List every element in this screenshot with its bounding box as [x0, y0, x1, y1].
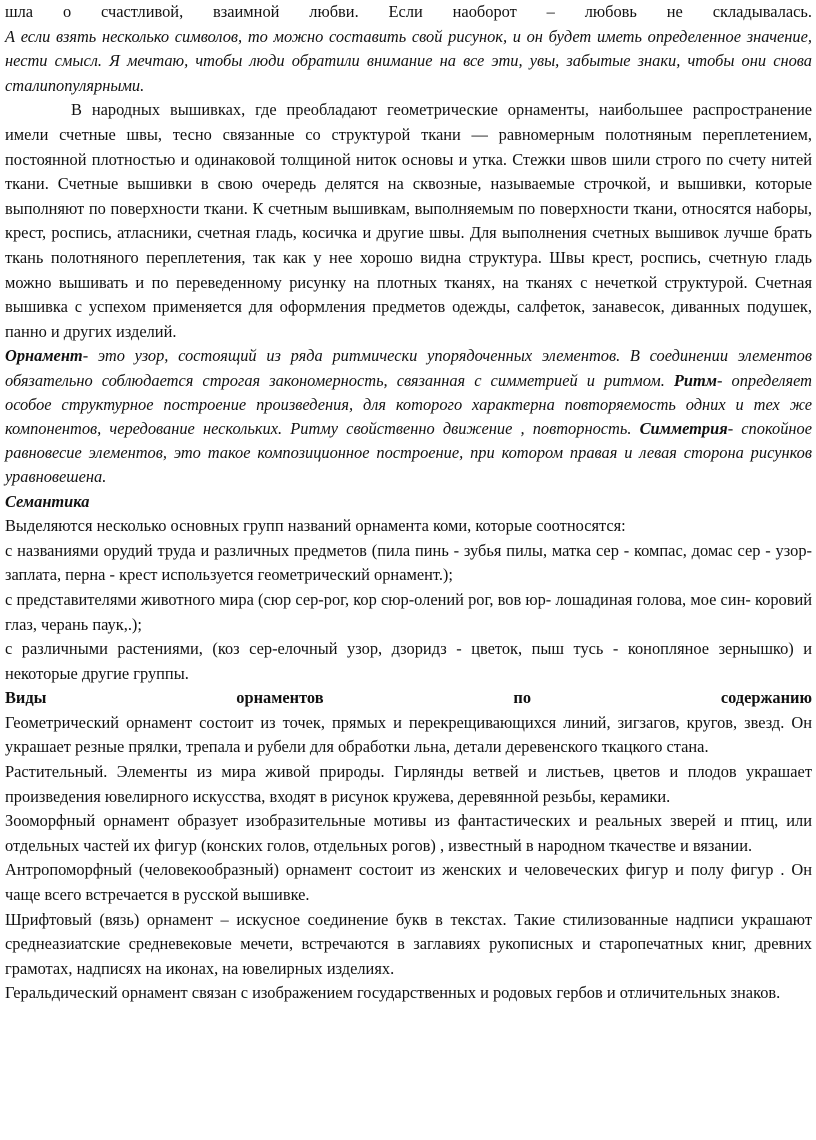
- semantics-intro: Выделяются несколько основных групп названий орнамента коми, которые соотносятся:: [5, 516, 626, 536]
- ornament-term: Орнамент: [5, 346, 83, 366]
- semantics-tools-item: с названиями орудий труда и различных предметов (пила пинь - зубья пилы, матка сер - компас, домас сер - узор-заплата, перна - крест используется геометрический орнамент.);: [5, 540, 812, 585]
- semantics-plants-item: с различными растениями, (коз сер-елочный узор, дзоридз - цветок, пыш тусь - конопляное зернышко) и некоторые другие группы.: [5, 639, 812, 683]
- semantics-animals-item: с представителями животного мира (сюр сер-рог, кор сюр-олений рог, вов юр- лошадиная голова, мое син- коровий глаз, черань паук,.);: [5, 589, 812, 634]
- rhythm-definition: - определяет особое структурное построение произведения, для которого характерна повторяемость одних и тех же компонентов, чередование нескольких. Ритму свойственно движение , повторность.: [5, 370, 812, 438]
- symmetry-definition: - спокойное равновесие элементов, это такое композиционное построение, при котором правая и левая сторона рисунков уравновешена.: [5, 418, 812, 487]
- definitions-paragraph: [5, 344, 812, 489]
- counted-stitch-paragraph: В народных вышивках, где преобладают геометрические орнаменты, наибольшее распространение имели счетные швы, тесно связанные со структурой ткани — равномерным полотняным переплетением, постоянной плотностью и одинаковой толщиной ниток основы и утка. Стежки швов шили строго по счету нитей ткани. Счетные вышивки в свою очередь делятся на сквозные, называемые строчкой, и вышивки, которые выполняют по поверхности ткани. К счетным вышивкам, выполняемым по поверхности ткани, относятся наборы, крест, роспись, атласники, счетная гладь, косичка и другие швы. Для выполнения счетных вышивок лучше брать ткань полотняного переплетения, так как у нее хорошо видна структура. Швы крест, роспись, счетную гладь можно вышивать и по переведенному рисунку на плотных тканях, на тканях с нечеткой структурой. Счетная вышивка с успехом применяется для оформления предметов одежды, салфеток, занавесок, диванных подушек, панно и других изделий.: [5, 100, 812, 341]
- kind-geometric: Геометрический орнамент состоит из точек, прямых и перекрещивающихся линий, зигзагов, кругов, звезд. Он украшает резные прялки, трепала и рубели для обработки льна, детали деревенского ткацкого стана.: [5, 712, 812, 757]
- rhythm-term: Ритм: [673, 370, 717, 390]
- semantics-heading: Семантика: [5, 491, 90, 511]
- intro-line: шла о счастливой, взаимной любви. Если наоборот – любовь не складывалась.: [5, 2, 812, 21]
- kind-anthropomorphic: Антропоморфный (человекообразный) орнамент состоит из женских и человеческих фигур и полу фигур . Он чаще всего встречается в русской вышивке.: [5, 860, 812, 905]
- symmetry-term: Симметрия: [639, 418, 728, 438]
- kinds-heading: Виды орнаментов по содержанию: [5, 688, 812, 708]
- ornament-definition: - это узор, состоящий из ряда ритмически упорядоченных элементов. В соединении элементов обязательно соблюдается строгая закономерность, связанная с симметрией и ритмом.: [5, 346, 812, 390]
- kind-zoomorphic: Зооморфный орнамент образует изобразительные мотивы из фантастических и реальных зверей и птиц, или отдельных частей их фигур (конских голов, отдельных рогов) , известный в народном ткачестве и вязании.: [5, 811, 812, 855]
- intro-italic-paragraph: А если взять несколько символов, то можно составить свой рисунок, и он будет иметь определенное значение, нести смысл. Я мечтаю, чтобы люди обратили внимание на все эти, увы, забытые знаки, чтобы они снова сталипопулярными.: [5, 26, 812, 95]
- kind-plant: Растительный. Элементы из мира живой природы. Гирлянды ветвей и листьев, цветов и плодов украшает произведения ювелирного искусства, входят в рисунок кружева, деревянной резьбы, керамики.: [5, 762, 812, 806]
- kind-heraldic: Геральдический орнамент связан с изображением государственных и родовых гербов и отличительных знаков.: [5, 983, 781, 1003]
- kind-script: Шрифтовый (вязь) орнамент – искусное соединение букв в текстах. Такие стилизованные надписи украшают среднеазиатские средневековые мечети, встречаются в заглавиях рукописных и старопечатных книг, древних грамотах, надписях на иконах, на ювелирных изделиях.: [5, 909, 812, 978]
